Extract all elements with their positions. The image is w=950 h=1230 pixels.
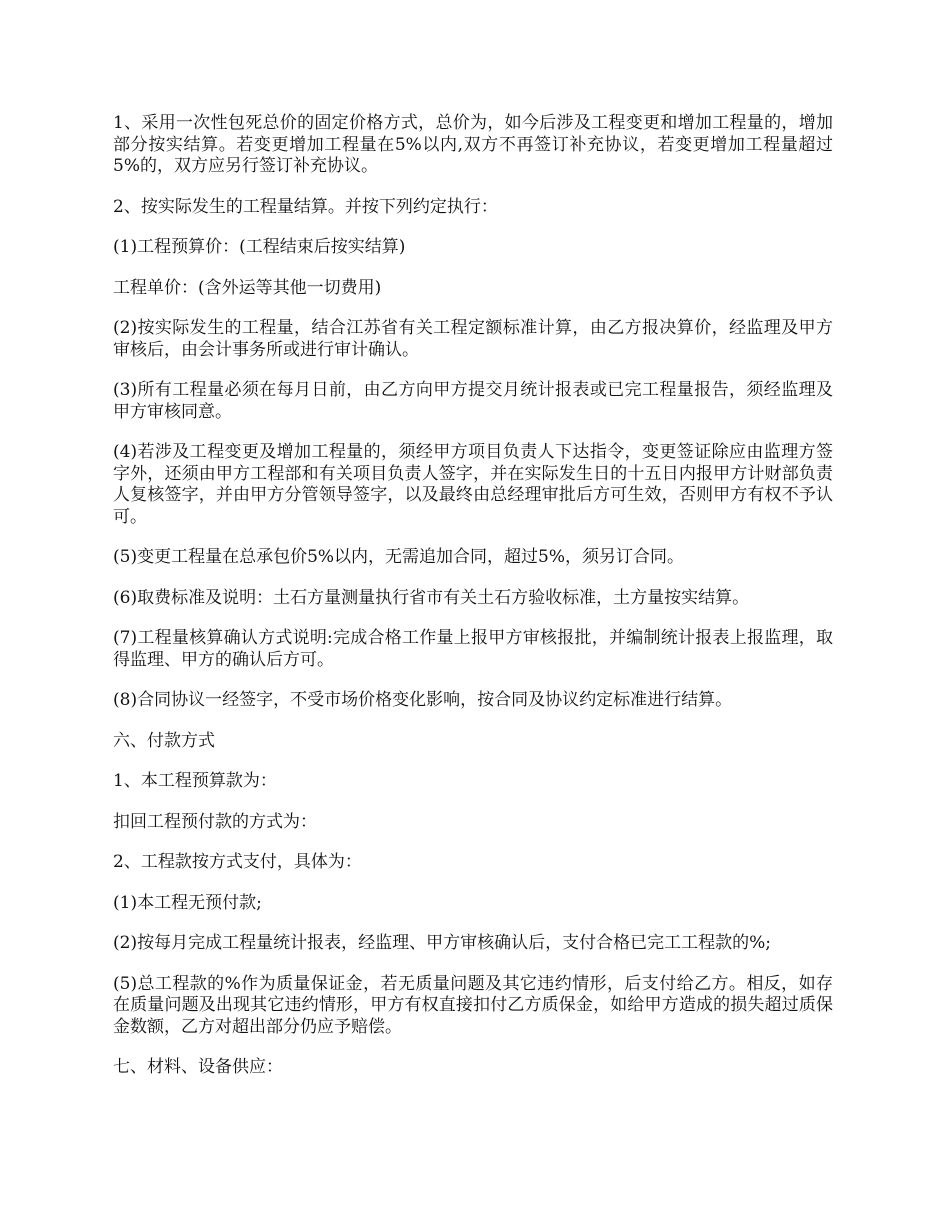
section-heading-materials: 七、材料、设备供应： (113, 1057, 283, 1077)
paragraph-retention: (5)总工程款的%作为质量保证金，若无质量问题及其它违约情形，后支付给乙方。相反，如存在质量问题及出现其它违约情形，甲方有权直接扣付乙方质保金，如给甲方造成的损失超过质保金数额，乙方对超出部分仍应予赔偿。 (113, 973, 833, 1037)
paragraph-budget-amount: 1、本工程预算款为： (113, 771, 277, 791)
paragraph-budget-price: (1)工程预算价：(工程结束后按实结算) (113, 237, 406, 257)
paragraph-actual-settlement: 2、按实际发生的工程量结算。并按下列约定执行： (113, 196, 498, 217)
paragraph-item-2: (2)按实际发生的工程量，结合江苏省有关工程定额标准计算，由乙方报决算价，经监理及甲方审核后，由会计事务所或进行审计确认。 (113, 318, 833, 360)
paragraph-item-5: (5)变更工程量在总承包价5%以内，无需追加合同，超过5%，须另订合同。 (113, 547, 685, 567)
paragraph-fixed-price: 1、采用一次性包死总价的固定价格方式，总价为，如今后涉及工程变更和增加工程量的，增加部分按实结算。若变更增加工程量在5%以内,双方不再签订补充协议，若变更增加工程量超过5%的，双方应另行签订补充协议。 (113, 113, 833, 176)
paragraph-item-6: (6)取费标准及说明：土石方量测量执行省市有关土石方验收标准，土方量按实结算。 (113, 587, 750, 608)
paragraph-payment-method: 2、工程款按方式支付，具体为： (113, 852, 362, 872)
paragraph-unit-price: 工程单价：(含外运等其他一切费用) (113, 277, 382, 298)
paragraph-no-advance: (1)本工程无预付款; (113, 892, 262, 913)
paragraph-item-3: (3)所有工程量必须在每月日前，由乙方向甲方提交月统计报表或已完工程量报告，须经监理及甲方审核同意。 (113, 380, 833, 422)
paragraph-item-7: (7)工程量核算确认方式说明:完成合格工作量上报甲方审核报批，并编制统计报表上报监理，取得监理、甲方的确认后方可。 (113, 628, 833, 670)
paragraph-item-4: (4)若涉及工程变更及增加工程量的，须经甲方项目负责人下达指令，变更签证除应由监理方签字外，还须由甲方工程部和有关项目负责人签字，并在实际发生日的十五日内报甲方计财部负责人复核签字，并由甲方分管领导签字，以及最终由总经理审批后方可生效，否则甲方有权不予认可。 (113, 442, 833, 527)
paragraph-advance-deduction: 扣回工程预付款的方式为： (113, 811, 317, 832)
section-heading-payment: 六、付款方式 (113, 730, 215, 751)
document-body (113, 113, 833, 1098)
paragraph-item-8: (8)合同协议一经签字，不受市场价格变化影响，按合同及协议约定标准进行结算。 (113, 690, 733, 710)
paragraph-monthly-payment: (2)按每月完成工程量统计报表，经监理、甲方审核确认后，支付合格已完工工程款的%; (113, 933, 771, 953)
